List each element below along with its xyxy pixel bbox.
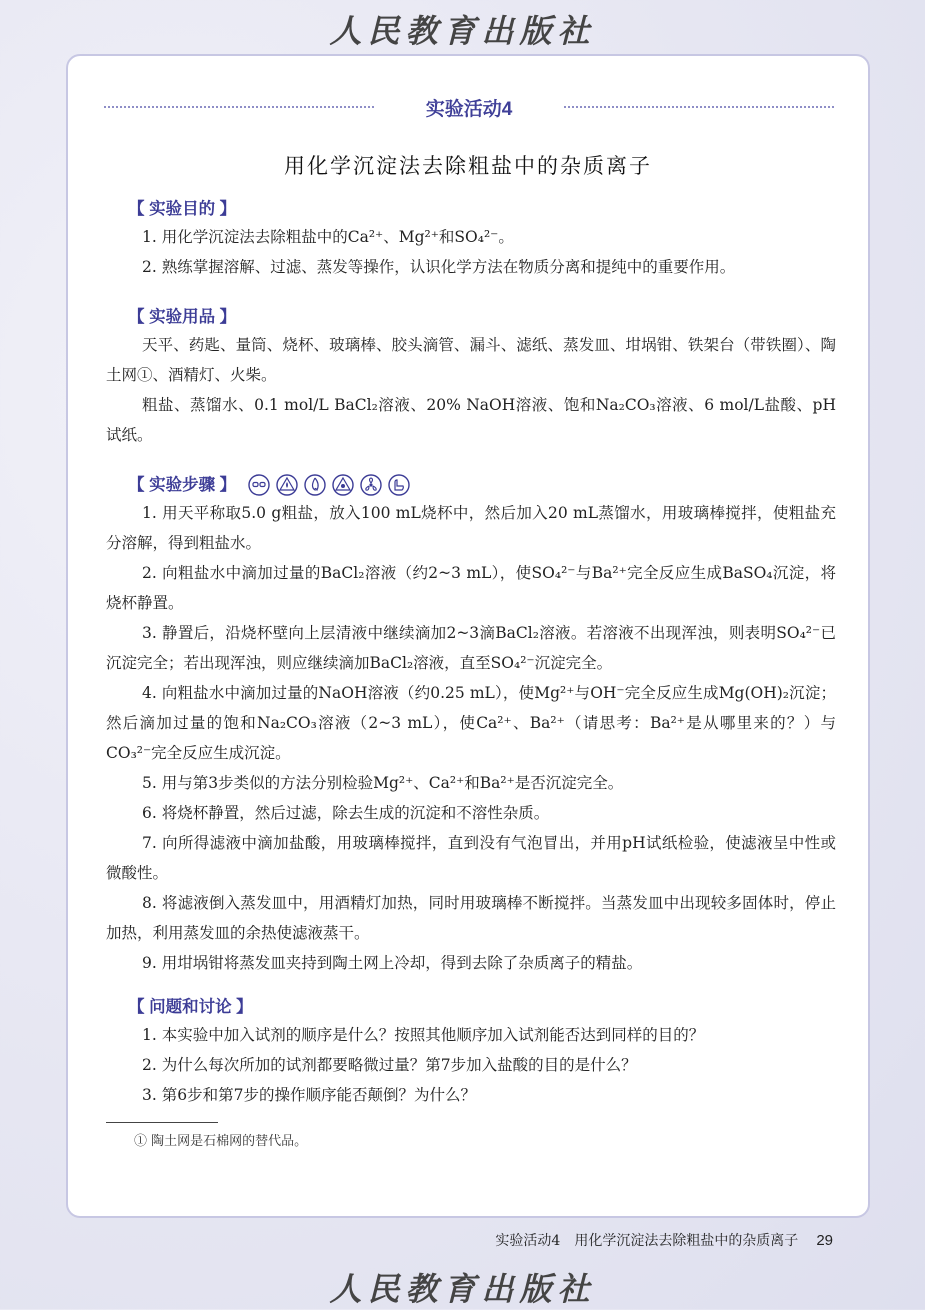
section-heading-purpose: 【 实验目的 】 <box>128 200 237 218</box>
heating-icon <box>276 474 298 496</box>
list-item: 9. 用坩埚钳将蒸发皿夹持到陶土网上冷却，得到去除了杂质离子的精盐。 <box>142 954 643 972</box>
fire-icon <box>304 474 326 496</box>
list-item: 3. 静置后，沿烧杯壁向上层清液中继续滴加2~3滴BaCl₂溶液。若溶液不出现浑浊，则表明SO₄²⁻已沉淀完全；若出现浑浊，则应继续滴加BaCl₂溶液，直至SO₄²⁻沉淀完全。 <box>106 624 836 672</box>
list-item: 7. 向所得滤液中滴加盐酸，用玻璃棒搅拌，直到没有气泡冒出，并用pH试纸检验，使滤液呈中性或微酸性。 <box>106 834 836 882</box>
list-item: 6. 将烧杯静置，然后过滤，除去生成的沉淀和不溶性杂质。 <box>142 804 550 822</box>
section-heading-supplies: 【 实验用品 】 <box>128 308 237 326</box>
section-heading-steps <box>128 472 836 498</box>
page-footer <box>495 1230 833 1250</box>
safety-icons <box>248 474 410 496</box>
list-item: 2. 为什么每次所加的试剂都要略微过量？第7步加入盐酸的目的是什么？ <box>142 1056 637 1074</box>
main-content <box>106 196 836 1153</box>
list-item: 1. 用天平称取5.0 g粗盐，放入100 mL烧杯中，然后加入20 mL蒸馏水，用玻璃棒搅拌，使粗盐充分溶解，得到粗盐水。 <box>106 504 836 552</box>
activity-header <box>104 94 834 118</box>
page-number: 29 <box>816 1232 833 1249</box>
flammable-icon <box>332 474 354 496</box>
publisher-logo-top: 人民教育出版社 <box>329 12 596 50</box>
steps-list <box>106 498 836 978</box>
list-item: 5. 用与第3步类似的方法分别检验Mg²⁺、Ca²⁺和Ba²⁺是否沉淀完全。 <box>142 774 624 792</box>
list-item: 3. 第6步和第7步的操作顺序能否颠倒？为什么？ <box>142 1086 476 1104</box>
page-card <box>66 54 870 1218</box>
supplies-equipment: 天平、药匙、量筒、烧杯、玻璃棒、胶头滴管、漏斗、滤纸、蒸发皿、坩埚钳、铁架台（带铁圈）、陶土网①、酒精灯、火柴。 <box>106 336 836 384</box>
discussion-list <box>106 1020 836 1110</box>
steps-heading-text: 【 实验步骤 】 <box>128 476 237 494</box>
list-item: 2. 熟练掌握溶解、过滤、蒸发等操作，认识化学方法在物质分离和提纯中的重要作用。 <box>142 258 736 276</box>
section-heading-discussion: 【 问题和讨论 】 <box>128 998 253 1016</box>
hand-wash-icon <box>388 474 410 496</box>
list-item: 1. 用化学沉淀法去除粗盐中的Ca²⁺、Mg²⁺和SO₄²⁻。 <box>142 228 514 246</box>
list-item: 4. 向粗盐水中滴加过量的NaOH溶液（约0.25 mL），使Mg²⁺与OH⁻完全反应生成Mg(OH)₂沉淀；然后滴加过量的饱和Na₂CO₃溶液（2~3 mL），使Ca²⁺、Ba²⁺（请思考：Ba²⁺是从哪里来的？）与CO₃²⁻完全反应生成沉淀。 <box>106 684 836 762</box>
running-title: 实验活动4 用化学沉淀法去除粗盐中的杂质离子 <box>495 1233 799 1249</box>
dotted-divider-right <box>564 106 834 108</box>
page-title: 用化学沉淀法去除粗盐中的杂质离子 <box>284 154 652 178</box>
activity-label: 实验活动4 <box>425 99 513 120</box>
footnote: ① 陶土网是石棉网的替代品。 <box>134 1134 308 1149</box>
goggles-icon <box>248 474 270 496</box>
list-item: 2. 向粗盐水中滴加过量的BaCl₂溶液（约2~3 mL），使SO₄²⁻与Ba²⁺完全反应生成BaSO₄沉淀，将烧杯静置。 <box>106 564 836 612</box>
publisher-logo-bottom: 人民教育出版社 <box>329 1270 596 1308</box>
footnote-rule <box>106 1122 218 1123</box>
list-item: 1. 本实验中加入试剂的顺序是什么？按照其他顺序加入试剂能否达到同样的目的？ <box>142 1026 705 1044</box>
supplies-reagents: 粗盐、蒸馏水、0.1 mol/L BaCl₂溶液、20% NaOH溶液、饱和Na₂CO₃溶液、6 mol/L盐酸、pH试纸。 <box>106 396 836 444</box>
list-item: 8. 将滤液倒入蒸发皿中，用酒精灯加热，同时用玻璃棒不断搅拌。当蒸发皿中出现较多固体时，停止加热，利用蒸发皿的余热使滤液蒸干。 <box>106 894 836 942</box>
purpose-list <box>106 222 836 282</box>
ventilation-icon <box>360 474 382 496</box>
